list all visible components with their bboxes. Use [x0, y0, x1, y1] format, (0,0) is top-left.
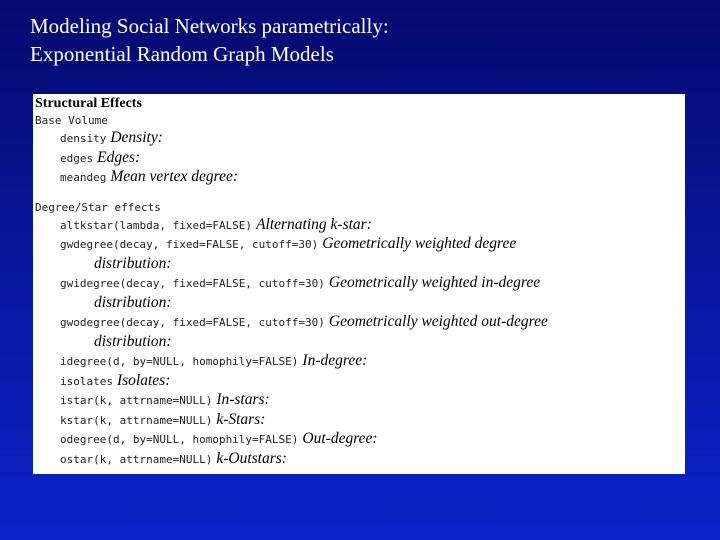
- term-desc: k-Outstars:: [216, 449, 287, 467]
- term-desc-continuation: distribution:: [94, 293, 172, 311]
- term-row: [35, 312, 685, 332]
- term-desc: Geometrically weighted in-degree: [328, 274, 541, 291]
- term-desc: k-Stars:: [216, 410, 266, 428]
- term-row: [35, 128, 685, 148]
- term-code: altkstar(lambda, fixed=FALSE): [60, 218, 253, 232]
- term-desc: In-degree:: [302, 352, 368, 369]
- term-code: density: [60, 132, 107, 145]
- term-desc: Alternating k-star:: [256, 215, 372, 233]
- term-row: [35, 351, 685, 371]
- term-row: [35, 148, 685, 168]
- degree-star-header: [35, 199, 685, 215]
- term-code: gwdegree(decay, fixed=FALSE, cutoff=30): [60, 238, 319, 251]
- term-row: [35, 273, 685, 293]
- term-desc: Isolates:: [116, 371, 171, 389]
- term-desc: Density:: [110, 129, 163, 146]
- term-row: [35, 410, 685, 430]
- term-desc: Geometrically weighted degree: [322, 235, 517, 252]
- term-desc: Edges:: [97, 148, 141, 166]
- term-code: gwidegree(decay, fixed=FALSE, cutoff=30): [60, 277, 325, 290]
- base-volume-label: Base Volume: [35, 114, 108, 127]
- term-row: [35, 167, 685, 187]
- term-code: odegree(d, by=NULL, homophily=FALSE): [60, 433, 299, 446]
- term-row: [35, 371, 685, 391]
- term-code: isolates: [60, 374, 113, 388]
- term-row-continuation: [35, 332, 685, 352]
- term-row-continuation: [35, 293, 685, 313]
- term-code: gwodegree(decay, fixed=FALSE, cutoff=30): [60, 316, 325, 329]
- term-code: idegree(d, by=NULL, homophily=FALSE): [60, 355, 299, 368]
- term-desc-continuation: distribution:: [94, 254, 172, 272]
- term-row: [35, 429, 685, 449]
- term-row: [35, 449, 685, 469]
- section-heading: Structural Effects: [35, 96, 142, 111]
- term-desc: Geometrically weighted out-degree: [328, 313, 548, 330]
- term-desc: Out-degree:: [302, 430, 378, 447]
- term-code: kstar(k, attrname=NULL): [60, 413, 213, 427]
- title-line-2: Exponential Random Graph Models: [30, 42, 334, 66]
- section-gap: [35, 187, 685, 199]
- term-desc: Mean vertex degree:: [110, 168, 239, 185]
- term-row: [35, 215, 685, 235]
- term-row-continuation: [35, 254, 685, 274]
- term-desc-continuation: distribution:: [94, 332, 172, 350]
- term-code: edges: [60, 151, 94, 165]
- base-volume-header: [35, 112, 685, 128]
- structural-effects-panel: [33, 94, 685, 474]
- term-code: ostar(k, attrname=NULL): [60, 452, 213, 466]
- term-row: [35, 234, 685, 254]
- degree-star-label: Degree/Star effects: [35, 200, 161, 214]
- slide-title: [30, 12, 389, 68]
- term-code: istar(k, attrname=NULL): [60, 394, 213, 407]
- title-line-1: Modeling Social Networks parametrically:: [30, 14, 389, 38]
- term-code: meandeg: [60, 171, 107, 184]
- term-desc: In-stars:: [216, 391, 270, 408]
- term-row: [35, 390, 685, 410]
